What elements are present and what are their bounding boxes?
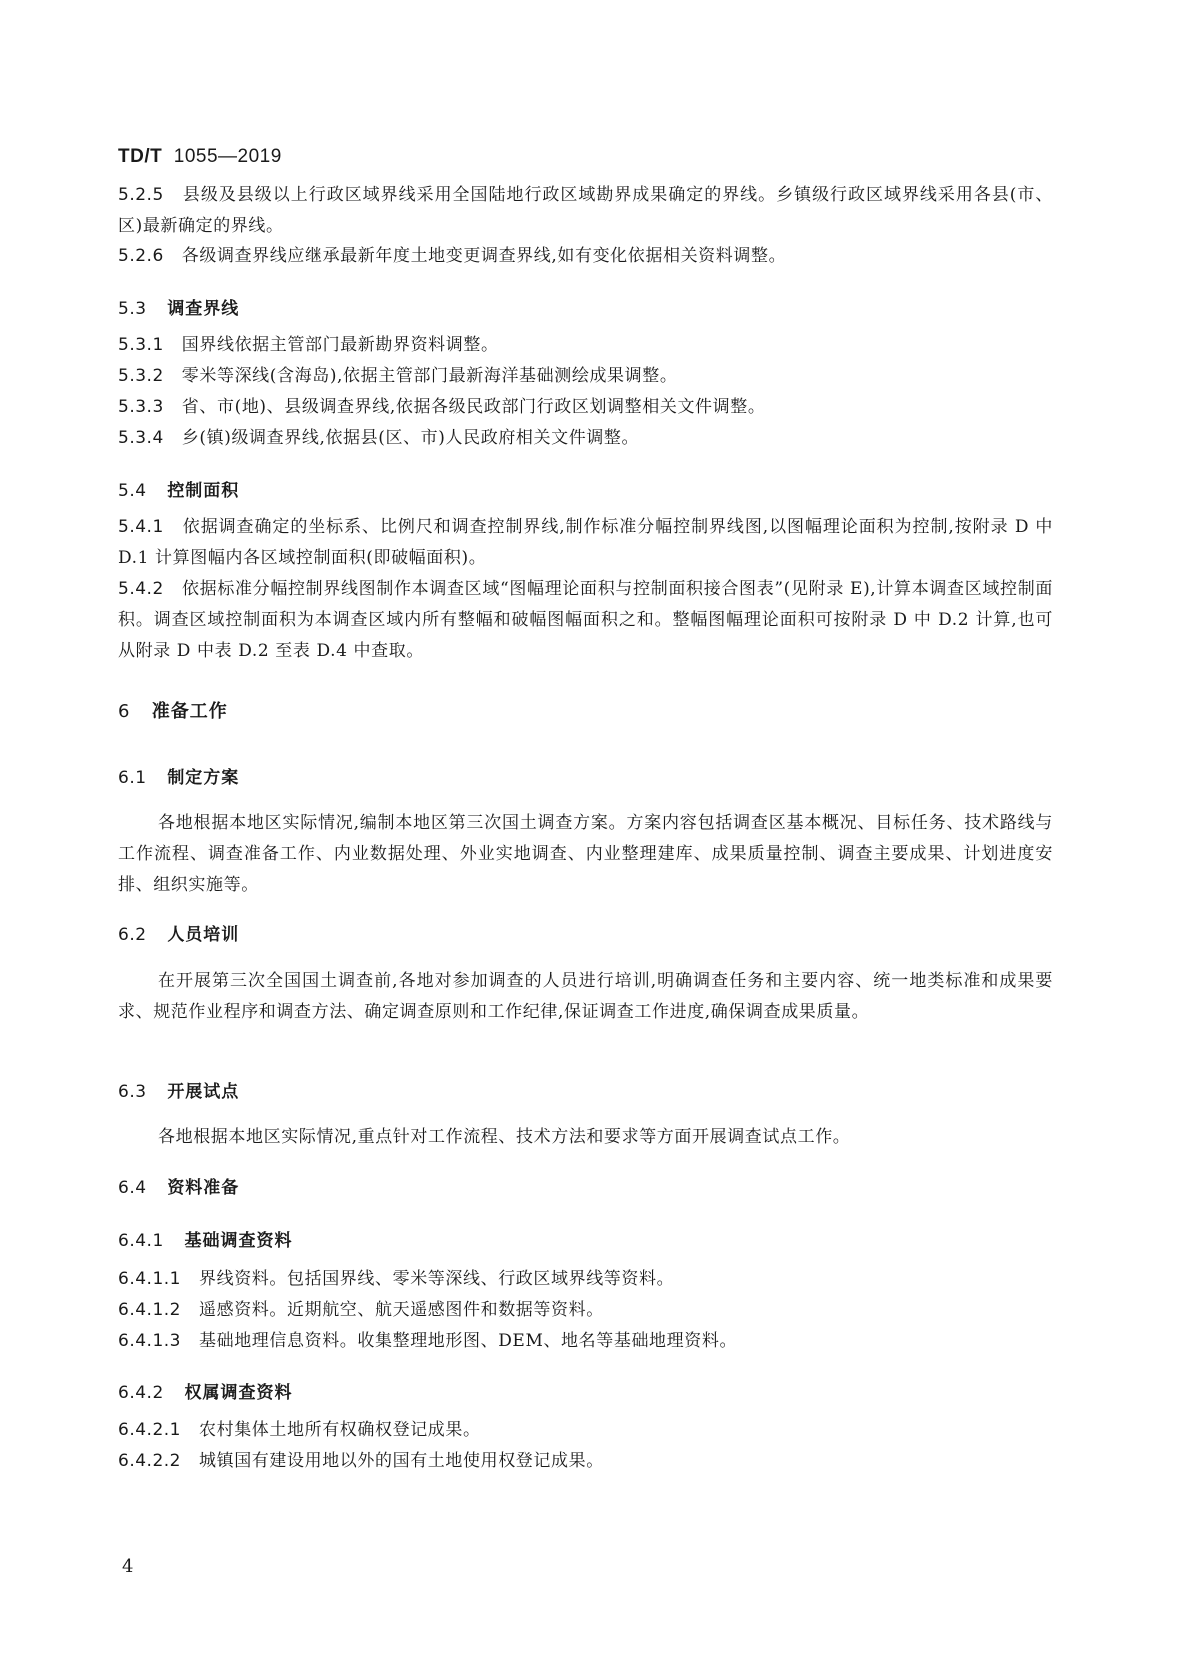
heading-6-4 — [118, 1173, 239, 1198]
clause-6-4-1-1 — [118, 1264, 1053, 1295]
clause-number: 6.4.1.1 — [118, 1269, 181, 1289]
clause-text: 农村集体土地所有权确权登记成果。 — [199, 1420, 481, 1440]
heading-6 — [118, 697, 228, 723]
clause-text: 依据标准分幅控制界线图制作本调查区域“图幅理论面积与控制面积接合图表”(见附录 E),计算本调查区域控制面积。调查区域控制面积为本调查区域内所有整幅和破幅图幅面积之和。整幅图幅理论面积可按附录 D 中 D.2 计算,也可从附录 D 中表 D.2 至表 D.4 中查取。 — [118, 579, 1053, 661]
heading-title: 资料准备 — [167, 1178, 240, 1198]
heading-number: 6.3 — [118, 1082, 147, 1102]
clause-number: 5.3.1 — [118, 335, 164, 355]
heading-number: 6.2 — [118, 925, 147, 945]
heading-number: 5.4 — [118, 481, 147, 501]
clause-text: 乡(镇)级调查界线,依据县(区、市)人民政府相关文件调整。 — [181, 428, 640, 448]
clause-text: 基础地理信息资料。收集整理地形图、DEM、地名等基础地理资料。 — [199, 1331, 738, 1351]
heading-number: 6.4.1 — [118, 1231, 164, 1251]
heading-title: 人员培训 — [167, 925, 240, 945]
clause-text: 县级及县级以上行政区域界线采用全国陆地行政区域勘界成果确定的界线。乡镇级行政区域界线采用各县(市、区)最新确定的界线。 — [118, 185, 1053, 236]
heading-6-2 — [118, 920, 239, 945]
heading-number: 6.4.2 — [118, 1383, 164, 1403]
heading-number: 6.4 — [118, 1178, 147, 1198]
clause-6-4-2-1 — [118, 1415, 1053, 1446]
heading-6-1 — [118, 763, 239, 788]
clause-text: 各级调查界线应继承最新年度土地变更调查界线,如有变化依据相关资料调整。 — [181, 246, 787, 266]
clause-6-4-1-2 — [118, 1295, 1053, 1326]
clause-6-4-2-2 — [118, 1446, 1053, 1477]
heading-title: 准备工作 — [151, 701, 228, 722]
heading-6-4-1 — [118, 1226, 293, 1251]
clause-text: 遥感资料。近期航空、航天遥感图件和数据等资料。 — [199, 1300, 604, 1320]
clause-5-3-2 — [118, 361, 1053, 392]
clause-5-4-1 — [118, 512, 1053, 574]
paragraph-6-3: 各地根据本地区实际情况,重点针对工作流程、技术方法和要求等方面开展调查试点工作。 — [158, 1127, 851, 1147]
clause-text: 依据调查确定的坐标系、比例尺和调查控制界线,制作标准分幅控制界线图,以图幅理论面积为控制,按附录 D 中 D.1 计算图幅内各区域控制面积(即破幅面积)。 — [118, 517, 1053, 568]
page-number: 4 — [122, 1556, 134, 1577]
clause-text: 界线资料。包括国界线、零米等深线、行政区域界线等资料。 — [199, 1269, 675, 1289]
clause-5-2-5 — [118, 180, 1053, 242]
heading-title: 基础调查资料 — [184, 1231, 293, 1251]
heading-6-3 — [118, 1077, 239, 1102]
standard-code-prefix: TD/T — [118, 146, 163, 167]
clause-number: 5.4.2 — [118, 579, 164, 599]
clause-5-3-3 — [118, 392, 1053, 423]
clause-text: 国界线依据主管部门最新勘界资料调整。 — [181, 335, 499, 355]
standard-code-header — [118, 146, 282, 168]
heading-title: 调查界线 — [167, 299, 240, 319]
clause-text: 城镇国有建设用地以外的国有土地使用权登记成果。 — [199, 1451, 604, 1471]
heading-5-3 — [118, 294, 239, 319]
clause-number: 6.4.2.2 — [118, 1451, 181, 1471]
heading-number: 6 — [118, 701, 130, 722]
clause-number: 6.4.1.2 — [118, 1300, 181, 1320]
clause-number: 5.3.2 — [118, 366, 164, 386]
heading-title: 制定方案 — [167, 768, 240, 788]
heading-number: 6.1 — [118, 768, 147, 788]
clause-number: 5.3.4 — [118, 428, 164, 448]
clause-number: 5.2.5 — [118, 185, 164, 205]
clause-number: 6.4.1.3 — [118, 1331, 181, 1351]
heading-5-4 — [118, 476, 239, 501]
clause-text: 省、市(地)、县级调查界线,依据各级民政部门行政区划调整相关文件调整。 — [181, 397, 766, 417]
clause-number: 6.4.2.1 — [118, 1420, 181, 1440]
heading-title: 控制面积 — [167, 481, 240, 501]
heading-title: 开展试点 — [167, 1082, 240, 1102]
heading-6-4-2 — [118, 1378, 293, 1403]
paragraph-6-1: 各地根据本地区实际情况,编制本地区第三次国土调查方案。方案内容包括调查区基本概况、目标任务、技术路线与工作流程、调查准备工作、内业数据处理、外业实地调查、内业整理建库、成果质量控制、调查主要成果、计划进度安排、组织实施等。 — [118, 813, 1053, 895]
clause-6-4-1-3 — [118, 1326, 1053, 1357]
paragraph-6-2: 在开展第三次全国国土调查前,各地对参加调查的人员进行培训,明确调查任务和主要内容、统一地类标准和成果要求、规范作业程序和调查方法、确定调查原则和工作纪律,保证调查工作进度,确保调查成果质量。 — [118, 971, 1053, 1022]
standard-code-number: 1055—2019 — [173, 146, 282, 167]
clause-5-3-4 — [118, 423, 1053, 454]
heading-number: 5.3 — [118, 299, 147, 319]
clause-number: 5.2.6 — [118, 246, 164, 266]
clause-5-3-1 — [118, 330, 1053, 361]
clause-5-4-2 — [118, 574, 1053, 667]
clause-5-2-6 — [118, 241, 1053, 272]
heading-title: 权属调查资料 — [184, 1383, 293, 1403]
clause-number: 5.4.1 — [118, 517, 164, 537]
clause-text: 零米等深线(含海岛),依据主管部门最新海洋基础测绘成果调整。 — [181, 366, 678, 386]
clause-number: 5.3.3 — [118, 397, 164, 417]
